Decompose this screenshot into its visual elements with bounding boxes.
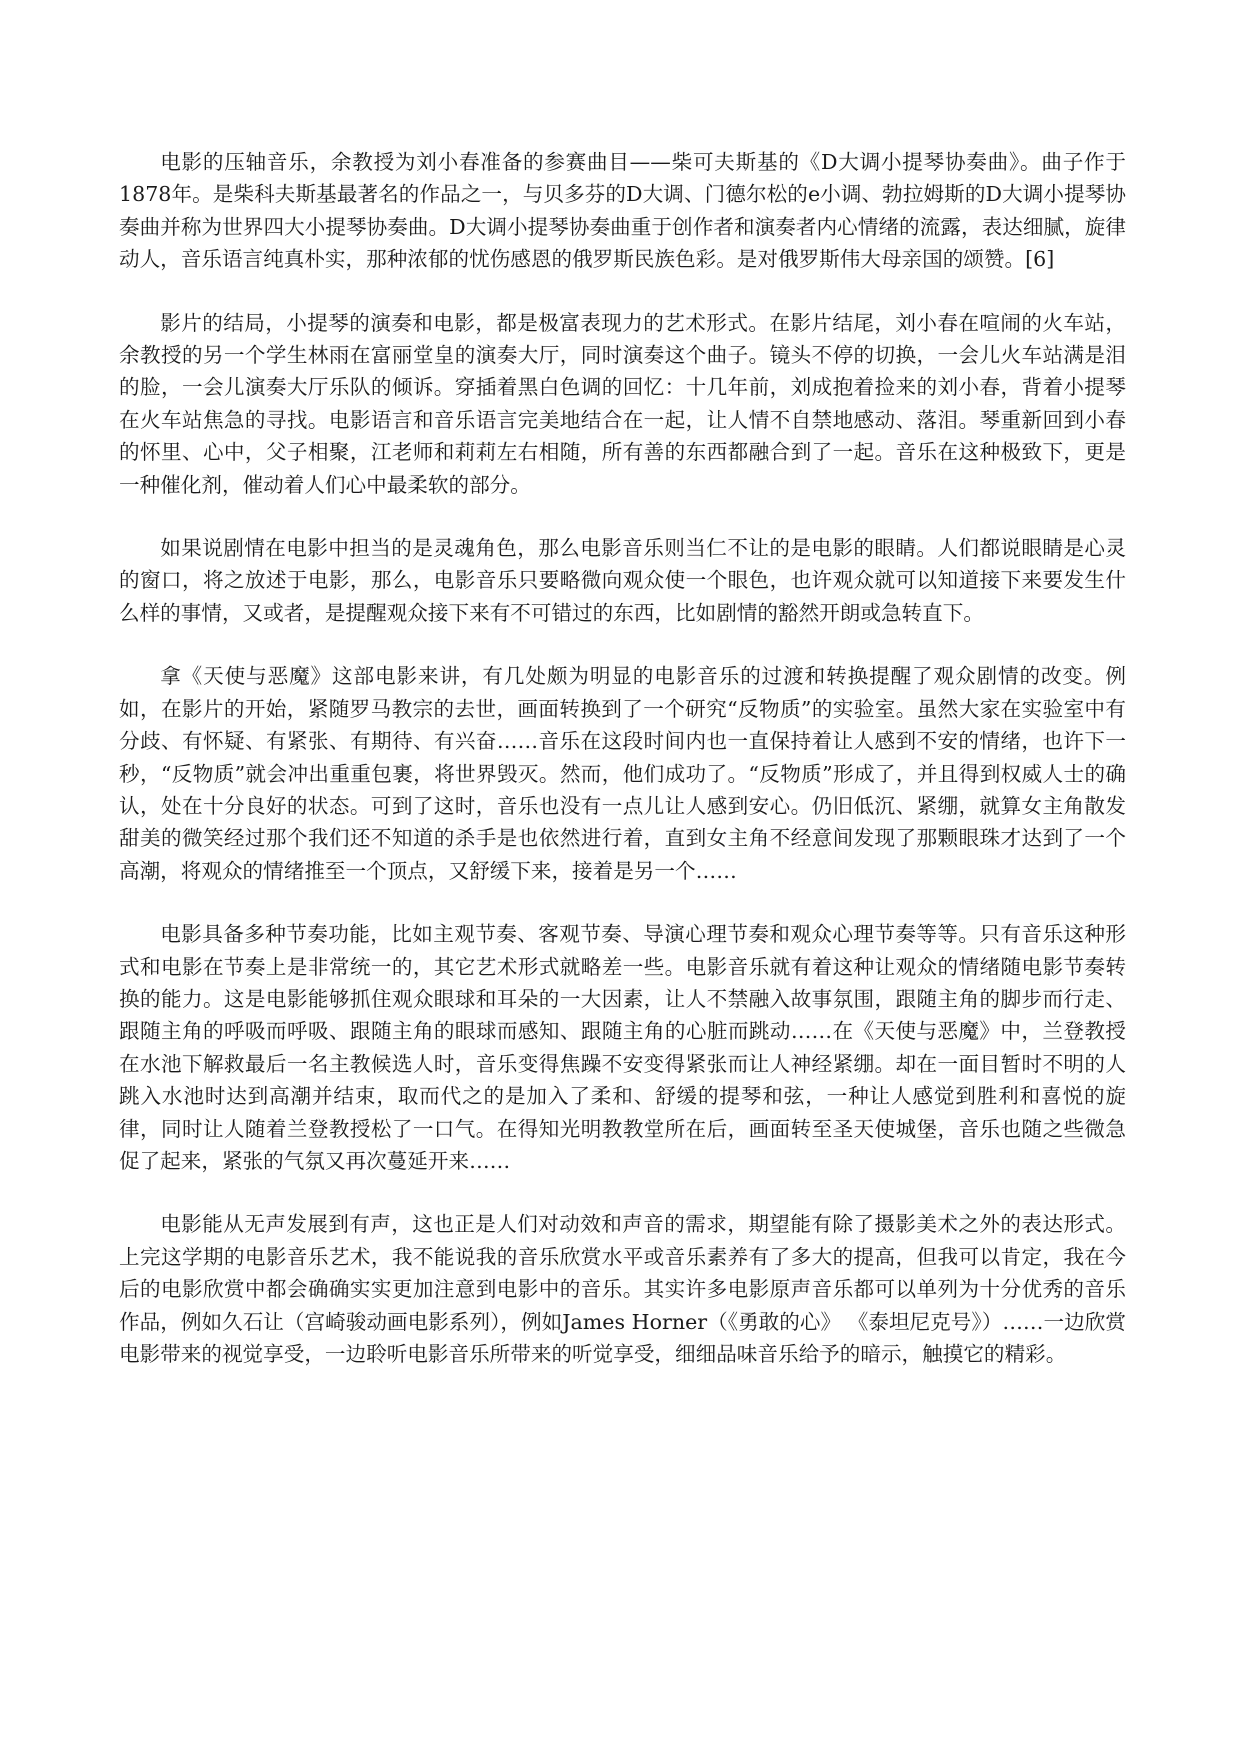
paragraph-4: 拿《天使与恶魔》这部电影来讲，有几处颇为明显的电影音乐的过渡和转换提醒了观众剧情的改变。例如，在影片的开始，紧随罗马教宗的去世，画面转换到了一个研究“反物质”的实验室。虽然大家在实验室中有分歧、有怀疑、有紧张、有期待、有兴奋……音乐在这段时间内也一直保持着让人感到不安的情绪，也许下一秒，“反物质”就会冲出重重包裹，将世界毁灭。然而，他们成功了。“反物质”形成了，并且得到权威人士的确认，处在十分良好的状态。可到了这时，音乐也没有一点儿让人感到安心。仍旧低沉、紧绷，就算女主角散发甜美的微笑经过那个我们还不知道的杀手是也依然进行着，直到女主角不经意间发现了那颗眼珠才达到了一个高潮，将观众的情绪推至一个顶点，又舒缓下来，接着是另一个……: [119, 664, 1126, 883]
paragraph-3: 如果说剧情在电影中担当的是灵魂角色，那么电影音乐则当仁不让的是电影的眼睛。人们都说眼睛是心灵的窗口，将之放述于电影，那么，电影音乐只要略微向观众使一个眼色，也许观众就可以知道接下来要发生什么样的事情，又或者，是提醒观众接下来有不可错过的东西，比如剧情的豁然开朗或急转直下。: [119, 536, 1126, 625]
paragraph-6: 电影能从无声发展到有声，这也正是人们对动效和声音的需求，期望能有除了摄影美术之外的表达形式。上完这学期的电影音乐艺术，我不能说我的音乐欣赏水平或音乐素养有了多大的提高，但我可以肯定，我在今后的电影欣赏中都会确确实实更加注意到电影中的音乐。其实许多电影原声音乐都可以单列为十分优秀的音乐作品，例如久石让（宫崎骏动画电影系列），例如James Horner（《勇敢的心》 《泰坦尼克号》）……一边欣赏电影带来的视觉享受，一边聆听电影音乐所带来的听觉享受，细细品味音乐给予的暗示，触摸它的精彩。: [119, 1212, 1126, 1366]
paragraph-2: 影片的结局，小提琴的演奏和电影，都是极富表现力的艺术形式。在影片结尾，刘小春在喧闹的火车站，余教授的另一个学生林雨在富丽堂皇的演奏大厅，同时演奏这个曲子。镜头不停的切换，一会儿火车站满是泪的脸，一会儿演奏大厅乐队的倾诉。穿插着黑白色调的回忆：十几年前，刘成抱着捡来的刘小春，背着小提琴在火车站焦急的寻找。电影语言和音乐语言完美地结合在一起，让人情不自禁地感动、落泪。琴重新回到小春的怀里、心中，父子相聚，江老师和莉莉左右相随，所有善的东西都融合到了一起。音乐在这种极致下，更是一种催化剂，催动着人们心中最柔软的部分。: [119, 310, 1126, 497]
paragraph-1: 电影的压轴音乐，余教授为刘小春准备的参赛曲目——柴可夫斯基的《D大调小提琴协奏曲》。曲子作于1878年。是柴科夫斯基最著名的作品之一，与贝多芬的D大调、门德尔松的e小调、勃拉姆斯的D大调小提琴协奏曲并称为世界四大小提琴协奏曲。D大调小提琴协奏曲重于创作者和演奏者内心情绪的流露，表达细腻，旋律动人，音乐语言纯真朴实，那种浓郁的忧伤感恩的俄罗斯民族色彩。是对俄罗斯伟大母亲国的颂赞。[6]: [119, 150, 1126, 272]
paragraph-5: 电影具备多种节奏功能，比如主观节奏、客观节奏、导演心理节奏和观众心理节奏等等。只有音乐这种形式和电影在节奏上是非常统一的，其它艺术形式就略差一些。电影音乐就有着这种让观众的情绪随电影节奏转换的能力。这是电影能够抓住观众眼球和耳朵的一大因素，让人不禁融入故事氛围，跟随主角的脚步而行走、跟随主角的呼吸而呼吸、跟随主角的眼球而感知、跟随主角的心脏而跳动……在《天使与恶魔》中，兰登教授在水池下解救最后一名主教候选人时，音乐变得焦躁不安变得紧张而让人神经紧绷。却在一面目暂时不明的人跳入水池时达到高潮并结束，取而代之的是加入了柔和、舒缓的提琴和弦，一种让人感觉到胜利和喜悦的旋律，同时让人随着兰登教授松了一口气。在得知光明教教堂所在后，画面转至圣天使城堡，音乐也随之些微急促了起来，紧张的气氛又再次蔓延开来……: [119, 922, 1126, 1173]
document-body: [119, 146, 1126, 1401]
